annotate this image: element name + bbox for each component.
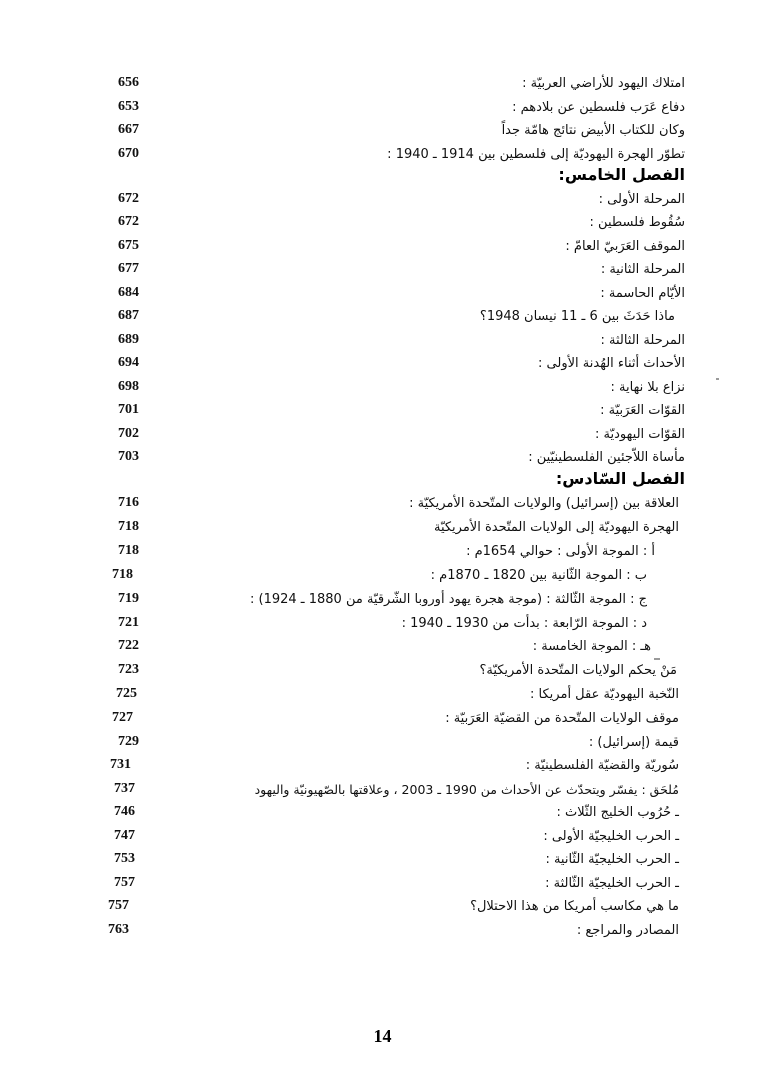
toc-page-number: 731	[110, 757, 131, 772]
toc-page-number: 687	[118, 308, 139, 323]
toc-page-number: 757	[114, 875, 135, 890]
toc-entry	[100, 637, 685, 663]
toc-entry-title: ب : الموجة الثّانية بين 1820 ـ 1870م :	[430, 568, 647, 583]
toc-page-number: 675	[118, 238, 139, 253]
chapter-heading-title: الفصل الخامس:	[558, 165, 685, 184]
toc-entry-title: مُلحَق : يفسّر ويتحدّث عن الأحداث من 1990 ـ 2003 ، وعلاقتها بالصّهيونيّة واليهود	[254, 782, 679, 797]
toc-entry-title: النّخبة اليهوديّة عقل أمريكا :	[530, 687, 679, 702]
toc-entry-title: د : الموجة الرّابعة : بدأت من 1930 ـ 1940 :	[401, 616, 647, 631]
toc-page-number: 722	[118, 638, 139, 653]
toc-entry	[100, 542, 685, 568]
toc-page-number: 723	[118, 662, 139, 677]
toc-entry-title: تطوّر الهجرة اليهوديّة إلى فلسطين بين 1914 ـ 1940 :	[387, 147, 685, 162]
toc-entry	[100, 354, 685, 380]
toc-entry-title: ج : الموجة الثّالثة : (موجة هجرة يهود أوروبا الشّرقيّة من 1880 ـ 1924) :	[249, 592, 647, 607]
toc-entry-title: الأيّام الحاسمة :	[600, 286, 685, 301]
toc-entry-title: المرحلة الثانية :	[600, 262, 685, 277]
toc-entry	[100, 74, 685, 100]
toc-entry	[100, 121, 685, 147]
toc-entry-title: الأحداث أثناء الهُدنة الأولى :	[538, 356, 685, 371]
toc-page-number: 694	[118, 355, 139, 370]
toc-entry-title: ـ الحرب الخليجيّة الثّالثة :	[545, 876, 679, 891]
chapter-heading	[100, 164, 685, 188]
toc-entry	[100, 401, 685, 427]
toc-entry	[100, 921, 685, 947]
scan-speck	[716, 378, 719, 380]
toc-page-number: 672	[118, 214, 139, 229]
toc-page-number: 737	[114, 781, 135, 796]
toc-entry	[100, 756, 685, 782]
toc-entry	[100, 590, 685, 616]
toc-entry-title: مَنْ يحكم الولايات المتّحدة الأمريكيّة؟	[479, 663, 677, 678]
toc-entry-title: دفاع عَرَب فلسطين عن بلادهم :	[512, 100, 685, 115]
toc-page-number: 753	[114, 851, 135, 866]
toc-entry-title: امتلاك اليهود للأراضي العربيّة :	[522, 76, 685, 91]
toc-page-number: 727	[112, 710, 133, 725]
toc-entry-title: الهجرة اليهوديّة إلى الولايات المتّحدة الأمريكيّة	[433, 520, 679, 535]
toc-entry-title: ـ حُرُوب الخليج الثّلاث :	[556, 805, 679, 820]
toc-entry-title: مأساة اللاّجئين الفلسطينيّين :	[528, 450, 685, 465]
toc-page-number: 698	[118, 379, 139, 394]
toc-entry-title: ـ الحرب الخليجيّة الثّانية :	[545, 852, 679, 867]
toc-entry	[100, 213, 685, 239]
toc-page-number: 672	[118, 191, 139, 206]
toc-entry	[100, 709, 685, 735]
toc-entry-title: المصادر والمراجع :	[576, 923, 679, 938]
toc-entry-title: الموقف العَرَبيّ العامّ :	[565, 239, 685, 254]
toc-page-number: 725	[116, 686, 137, 701]
toc-entry-title: المرحلة الثالثة :	[600, 333, 685, 348]
toc-page-number: 653	[118, 99, 139, 114]
toc-entry-title: ـ الحرب الخليجيّة الأولى :	[543, 829, 679, 844]
toc-entry-title: ماذا حَدَثَ بين 6 ـ 11 نيسان 1948؟	[479, 309, 675, 324]
toc-entry	[100, 260, 685, 286]
toc-entry-title: سُقُوط فلسطين :	[589, 215, 685, 230]
toc-entry	[100, 685, 685, 711]
toc-entry-title: المرحلة الأولى :	[598, 192, 685, 207]
toc-page-number: 763	[108, 922, 129, 937]
toc-page-number: 703	[118, 449, 139, 464]
toc-entry-title: أ : الموجة الأولى : حوالي 1654م :	[466, 544, 655, 559]
toc-page-number: 670	[118, 146, 139, 161]
toc-entry-title: نزاع بلا نهاية :	[610, 380, 685, 395]
toc-entry-title: القوّات اليهوديّة :	[595, 427, 685, 442]
toc-page-number: 747	[114, 828, 135, 843]
toc-page-number: 729	[118, 734, 139, 749]
toc-page-number: 677	[118, 261, 139, 276]
toc-entry	[100, 494, 685, 520]
toc-page-number: 746	[114, 804, 135, 819]
toc-entry-title: ما هي مكاسب أمريكا من هذا الاحتلال؟	[470, 899, 679, 914]
chapter-heading	[100, 468, 685, 492]
toc-entry	[100, 307, 685, 333]
toc-page-number: 667	[118, 122, 139, 137]
toc-page-number: 718	[112, 567, 133, 582]
toc-page-number: 721	[118, 615, 139, 630]
toc-entry-title: القوّات العَرَبيّة :	[600, 403, 685, 418]
toc-page-number: 757	[108, 898, 129, 913]
toc-entry-title: العلاقة بين (إسرائيل) والولايات المتّحدة الأمريكيّة :	[409, 496, 679, 511]
toc-entry-title: موقف الولايات المتّحدة من القضيّة العَرَبيّة :	[445, 711, 679, 726]
toc-entry	[100, 661, 685, 687]
toc-entry	[100, 897, 685, 923]
toc-page-number: 719	[118, 591, 139, 606]
toc-page-number: 684	[118, 285, 139, 300]
page-number: 14	[373, 1026, 392, 1046]
toc-page-number: 701	[118, 402, 139, 417]
toc-entry	[100, 566, 685, 592]
toc-entry	[100, 850, 685, 876]
toc-entry-title: قيمة (إسرائيل) :	[588, 735, 679, 750]
toc-page-number: 702	[118, 426, 139, 441]
toc-page-number: 656	[118, 75, 139, 90]
toc-page-number: 689	[118, 332, 139, 347]
toc-entry	[100, 803, 685, 829]
toc-entry-title: سُوريّة والقضيّة الفلسطينيّة :	[525, 758, 679, 773]
toc-entry-title: وكان للكتاب الأبيض نتائج هامّة جداً	[501, 123, 685, 138]
chapter-heading-title: الفصل السّادس:	[555, 469, 685, 488]
toc-page-number: 718	[118, 519, 139, 534]
toc-page-number: 718	[118, 543, 139, 558]
toc-entry-title: هـ : الموجة الخامسة :	[532, 639, 651, 654]
scan-speck	[654, 658, 660, 660]
toc-entry	[100, 518, 685, 544]
toc-page-number: 716	[118, 495, 139, 510]
